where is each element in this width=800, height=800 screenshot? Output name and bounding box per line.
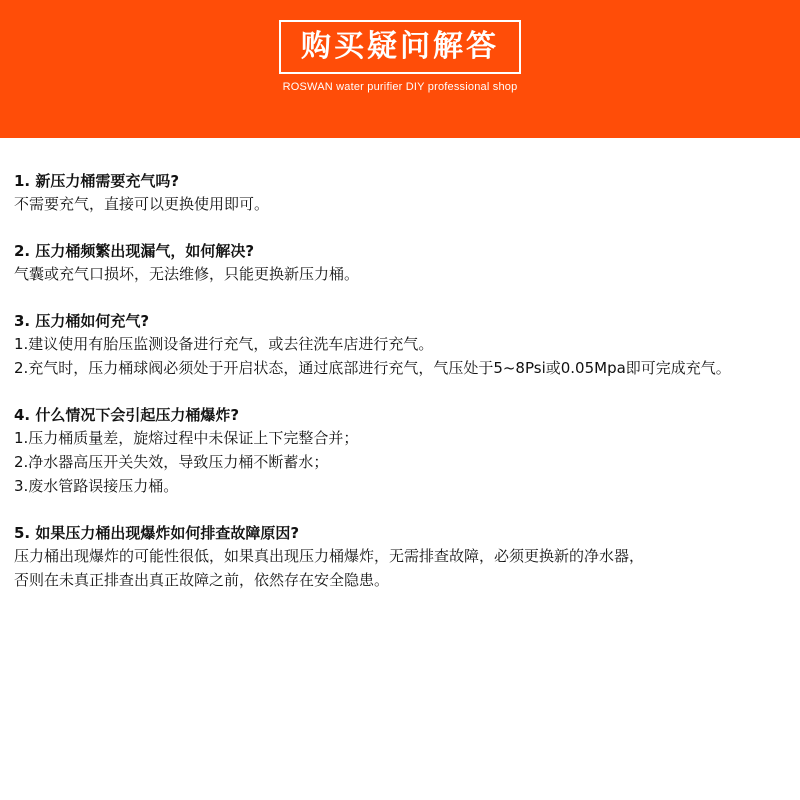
shop-subtitle: ROSWAN water purifier DIY professional shop (282, 81, 518, 93)
faq-item-3 (14, 310, 794, 380)
faq-item-4 (14, 404, 794, 498)
faq-item-5 (14, 522, 794, 592)
faq-item-2 (14, 240, 794, 286)
question: 5. 如果压力桶出现爆炸如何排查故障原因? (14, 524, 300, 542)
answer-line: 2.充气时，压力桶球阀必须处于开启状态，通过底部进行充气，气压处于5~8Psi或0.05Mpa即可完成充气。 (14, 359, 731, 377)
question: 2. 压力桶频繁出现漏气，如何解决? (14, 242, 255, 260)
answer-line: 不需要充气，直接可以更换使用即可。 (14, 195, 270, 213)
answer-line: 2.净水器高压开关失效，导致压力桶不断蓄水； (14, 453, 329, 471)
faq-list (14, 170, 794, 616)
question: 3. 压力桶如何充气? (14, 312, 150, 330)
question: 4. 什么情况下会引起压力桶爆炸? (14, 406, 240, 424)
answer-line: 3.废水管路误接压力桶。 (14, 477, 179, 495)
page-title: 购买疑问解答 (301, 29, 499, 64)
answer-line: 1.压力桶质量差，旋熔过程中未保证上下完整合并； (14, 429, 359, 447)
title-frame (279, 20, 521, 74)
answer-line: 压力桶出现爆炸的可能性很低，如果真出现压力桶爆炸，无需排查故障，必须更换新的净水器， (14, 547, 645, 565)
answer-line: 1.建议使用有胎压监测设备进行充气，或去往洗车店进行充气。 (14, 335, 434, 353)
faq-item-1 (14, 170, 794, 216)
answer-line: 气囊或充气口损坏，无法维修，只能更换新压力桶。 (14, 265, 360, 283)
header-banner (0, 0, 800, 138)
answer-line: 否则在未真正排查出真正故障之前，依然存在安全隐患。 (14, 571, 390, 589)
question: 1. 新压力桶需要充气吗? (14, 172, 180, 190)
